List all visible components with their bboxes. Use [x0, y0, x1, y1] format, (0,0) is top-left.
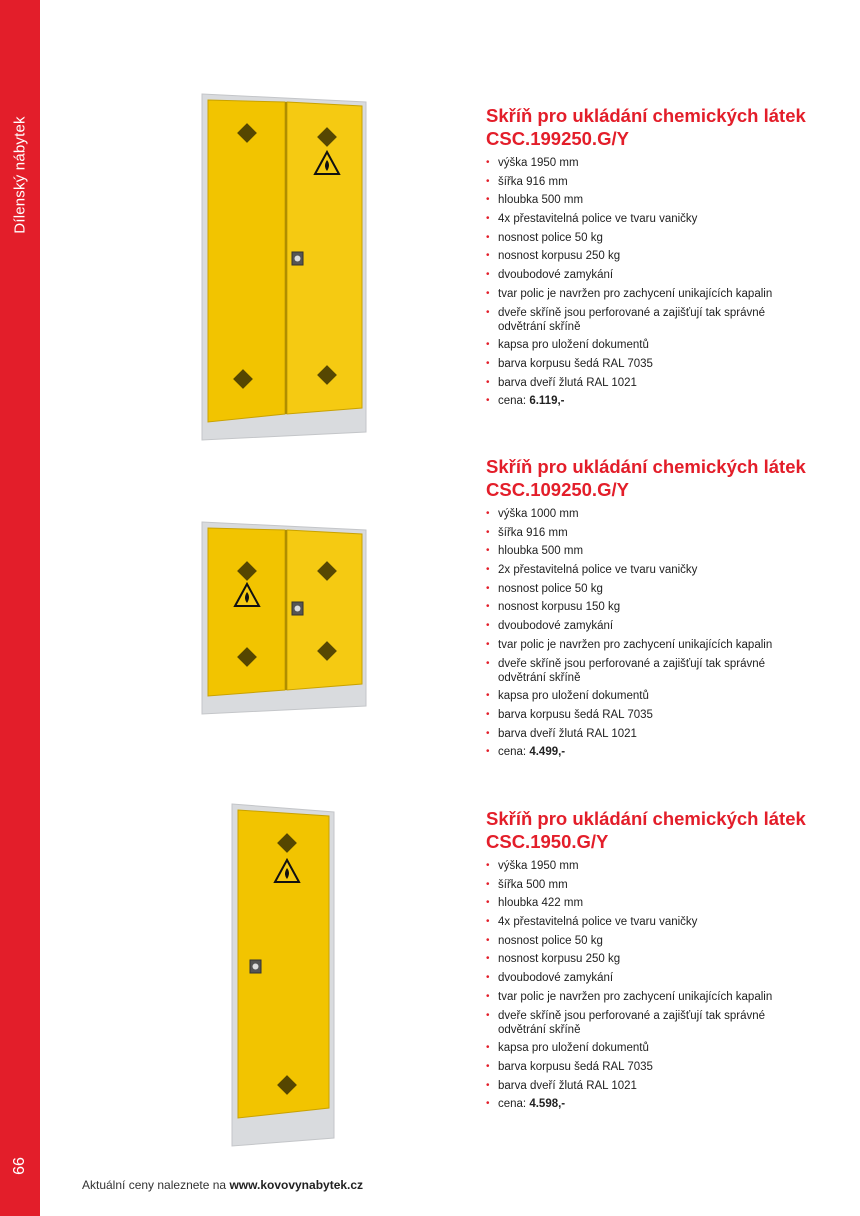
spec-item: • šířka 500 mm	[486, 878, 816, 892]
section-label: Dílenský nábytek	[11, 116, 29, 234]
spec-item: • šířka 916 mm	[486, 526, 816, 540]
price	[486, 1097, 816, 1111]
spec-item: • dveře skříně jsou perforované a zajišťují tak správné odvětrání skříně	[486, 1009, 816, 1037]
product-image-2	[196, 520, 372, 716]
product-info	[486, 455, 816, 764]
product-image-3	[228, 800, 340, 1152]
spec-list	[486, 859, 816, 1111]
footer	[82, 1178, 363, 1192]
spec-item: • tvar polic je navržen pro zachycení unikajících kapalin	[486, 638, 816, 652]
price-value: 6.119,-	[529, 395, 565, 408]
spec-item: • tvar polic je navržen pro zachycení unikajících kapalin	[486, 287, 816, 301]
spec-item: • nosnost police 50 kg	[486, 231, 816, 245]
spec-item: • výška 1000 mm	[486, 507, 816, 521]
spec-item: • dveře skříně jsou perforované a zajišťují tak správné odvětrání skříně	[486, 306, 816, 334]
spec-item: • dvoubodové zamykání	[486, 619, 816, 633]
spec-item: • tvar polic je navržen pro zachycení unikajících kapalin	[486, 990, 816, 1004]
spec-item: • nosnost korpusu 150 kg	[486, 600, 816, 614]
spec-item: • barva korpusu šedá RAL 7035	[486, 708, 816, 722]
spec-item: • 4x přestavitelná police ve tvaru vaničky	[486, 212, 816, 226]
spec-item: • kapsa pro uložení dokumentů	[486, 338, 816, 352]
spec-item: • 4x přestavitelná police ve tvaru vaničky	[486, 915, 816, 929]
title-line1: Skříň pro ukládání chemických látek	[486, 808, 806, 829]
price-label: cena:	[498, 395, 530, 408]
spec-item: • nosnost police 50 kg	[486, 934, 816, 948]
page-number: 66	[11, 1157, 28, 1175]
price	[486, 394, 816, 408]
spec-list	[486, 156, 816, 408]
spec-item: • výška 1950 mm	[486, 156, 816, 170]
spec-list	[486, 507, 816, 759]
price-label: cena:	[498, 1098, 530, 1111]
spec-item: • barva dveří žlutá RAL 1021	[486, 727, 816, 741]
spec-item: • hloubka 500 mm	[486, 193, 816, 207]
spec-item: • šířka 916 mm	[486, 175, 816, 189]
product-title	[486, 104, 816, 150]
spec-item: • nosnost korpusu 250 kg	[486, 249, 816, 263]
product-title	[486, 807, 816, 853]
spec-item: • hloubka 500 mm	[486, 544, 816, 558]
spec-item: • barva korpusu šedá RAL 7035	[486, 357, 816, 371]
spec-item: • 2x přestavitelná police ve tvaru vaničky	[486, 563, 816, 577]
spec-item: • barva dveří žlutá RAL 1021	[486, 376, 816, 390]
spec-item: • hloubka 422 mm	[486, 896, 816, 910]
price	[486, 745, 816, 759]
product-info	[486, 104, 816, 413]
price-value: 4.598,-	[529, 1098, 566, 1111]
spec-item: • barva korpusu šedá RAL 7035	[486, 1060, 816, 1074]
spec-item: • barva dveří žlutá RAL 1021	[486, 1079, 816, 1093]
price-label: cena:	[498, 746, 530, 759]
title-line1: Skříň pro ukládání chemických látek	[486, 105, 806, 126]
title-line2: CSC.1950.G/Y	[486, 831, 609, 852]
spec-item: • dvoubodové zamykání	[486, 971, 816, 985]
spec-item: • nosnost korpusu 250 kg	[486, 952, 816, 966]
price-value: 4.499,-	[529, 746, 566, 759]
product-title	[486, 455, 816, 501]
product-image-1	[196, 92, 372, 444]
spec-item: • nosnost police 50 kg	[486, 582, 816, 596]
title-line2: CSC.199250.G/Y	[486, 128, 629, 149]
title-line1: Skříň pro ukládání chemických látek	[486, 456, 806, 477]
footer-link[interactable]: www.kovovynabytek.cz	[229, 1178, 364, 1192]
product-info	[486, 807, 816, 1116]
spec-item: • dvoubodové zamykání	[486, 268, 816, 282]
side-bar	[0, 0, 40, 1216]
spec-item: • kapsa pro uložení dokumentů	[486, 1041, 816, 1055]
title-line2: CSC.109250.G/Y	[486, 479, 629, 500]
spec-item: • výška 1950 mm	[486, 859, 816, 873]
spec-item: • kapsa pro uložení dokumentů	[486, 689, 816, 703]
footer-text: Aktuální ceny naleznete na	[82, 1178, 230, 1192]
spec-item: • dveře skříně jsou perforované a zajišťují tak správné odvětrání skříně	[486, 657, 816, 685]
